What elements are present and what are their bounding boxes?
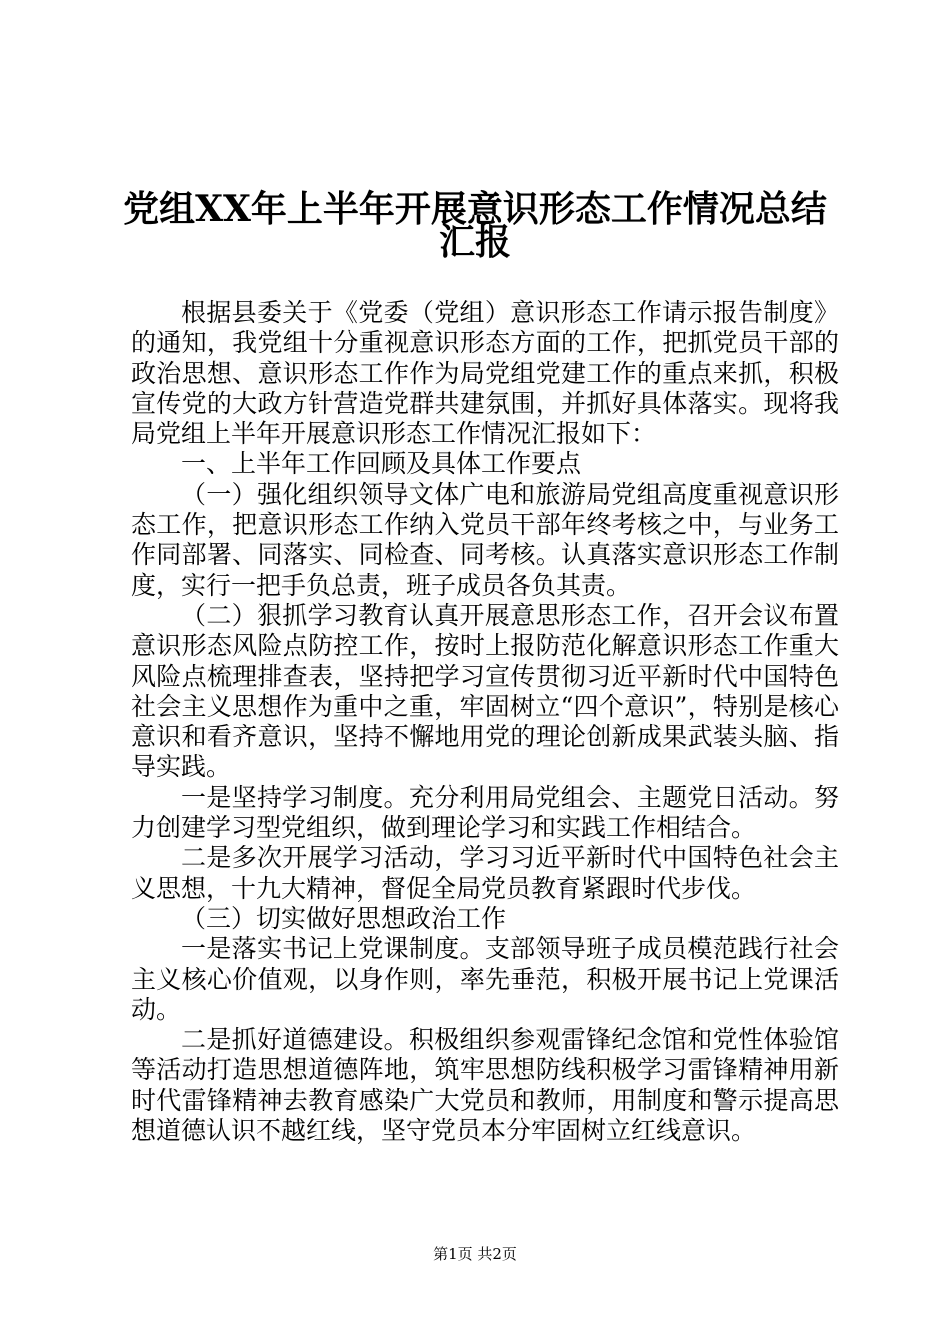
document-title-line-1: 党组XX年上半年开展意识形态工作情况总结 bbox=[123, 188, 827, 230]
page-footer: 第1页 共2页 bbox=[433, 1245, 517, 1263]
paragraph-moral-building: 二是抓好道德建设。积极组织参观雷锋纪念馆和党性体验馆等活动打造思想道德阵地，筑牢思想防线积极学习雷锋精神用新时代雷锋精神去教育感染广大党员和教师，用制度和警示提高思想道德认识不越红线，坚守党员本分牢固树立红线意识。 bbox=[131, 1025, 839, 1146]
document-title-line-2: 汇报 bbox=[438, 221, 511, 263]
paragraph-item-2: （二）狠抓学习教育认真开展意思形态工作，召开会议布置意识形态风险点防控工作，按时上报防范化解意识形态工作重大风险点梳理排查表，坚持把学习宣传贯彻习近平新时代中国特色社会主义思想作为重中之重，牢固树立“四个意识”，特别是核心意识和看齐意识，坚持不懈地用党的理论创新成果武装头脑、指导实践。 bbox=[131, 600, 839, 782]
paragraph-study-activities: 二是多次开展学习活动，学习习近平新时代中国特色社会主义思想，十九大精神，督促全局党员教育紧跟时代步伐。 bbox=[131, 843, 839, 903]
paragraph-party-lecture: 一是落实书记上党课制度。支部领导班子成员模范践行社会主义核心价值观，以身作则，率先垂范，积极开展书记上党课活动。 bbox=[131, 934, 839, 1024]
paragraph-item-1: （一）强化组织领导文体广电和旅游局党组高度重视意识形态工作，把意识形态工作纳入党员干部年终考核之中，与业务工作同部署、同落实、同检查、同考核。认真落实意识形态工作制度，实行一把手负总责，班子成员各负其责。 bbox=[131, 479, 839, 600]
section-heading-1: 一、上半年工作回顾及具体工作要点 bbox=[181, 449, 582, 479]
paragraph-study-system: 一是坚持学习制度。充分利用局党组会、主题党日活动。努力创建学习型党组织，做到理论学习和实践工作相结合。 bbox=[131, 782, 839, 843]
document-body bbox=[131, 298, 839, 1146]
paragraph-intro: 根据县委关于《党委（党组）意识形态工作请示报告制度》的通知，我党组十分重视意识形态方面的工作，把抓党员干部的政治思想、意识形态工作作为局党组党建工作的重点来抓，积极宣传党的大政方针营造党群共建氛围，并抓好具体落实。现将我局党组上半年开展意识形态工作情况汇报如下： bbox=[131, 298, 839, 449]
paragraph-item-3-heading: （三）切实做好思想政治工作 bbox=[181, 903, 507, 933]
